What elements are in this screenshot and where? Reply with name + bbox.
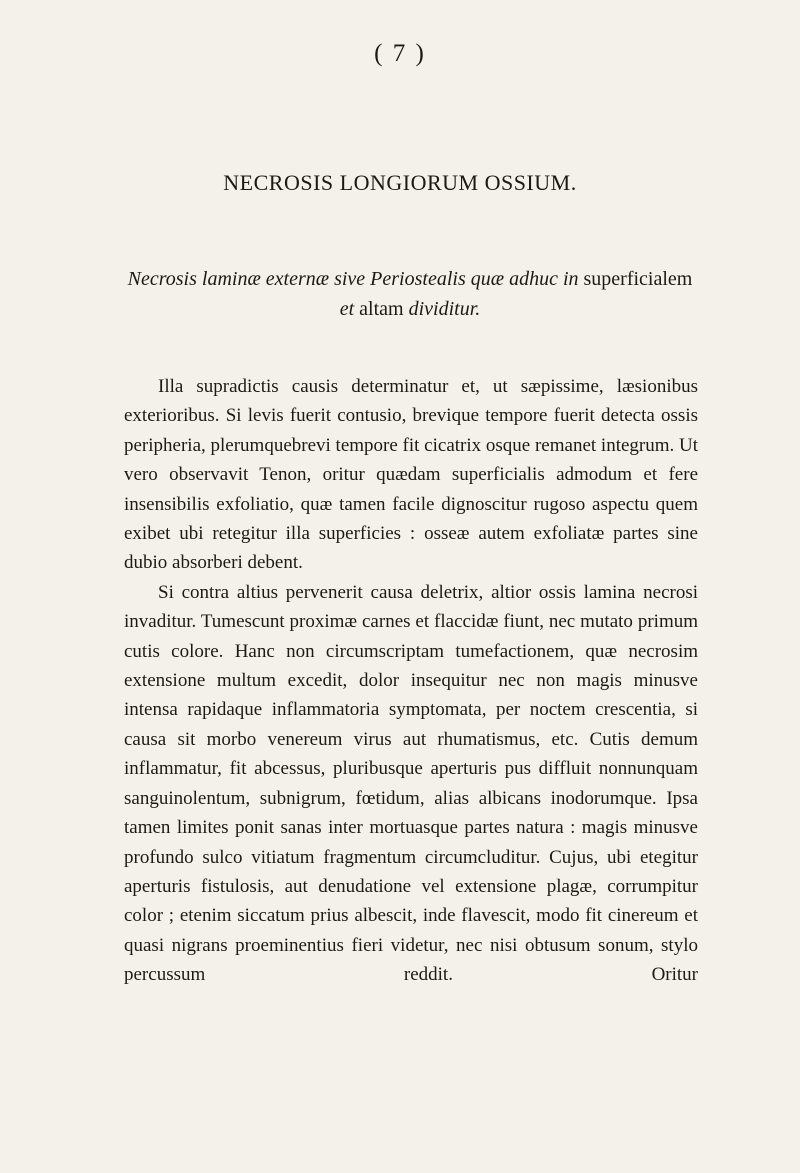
body-text [124, 372, 698, 990]
subtitle-italic-3: dividitur. [408, 298, 481, 320]
section-subtitle [60, 264, 760, 324]
paragraph: Illa supradictis causis determinatur et, ut sæpissime, læsionibus exterioribus. Si levis fuerit contusio, brevique tempore fuerit detecta ossis peripheria, plerumquebrevi tempore fit cicatrix osque remanet integrum. Ut vero observavit Tenon, oritur quædam superficialis admodum et fere insensibilis exfoliatio, quæ tamen facile dignoscitur rugoso aspectu quem exibet ubi retegitur illa superficies : osseæ autem exfoliatæ partes sine dubio absorberi debent. [124, 376, 699, 574]
subtitle-italic-2: et [339, 298, 355, 320]
subtitle-roman-2: altam [359, 298, 404, 320]
subtitle-italic-1: Necrosis laminæ externæ sive Periostealis quæ adhuc in [127, 268, 579, 290]
page-number: ( 7 ) [374, 40, 426, 67]
paragraph: Si contra altius pervenerit causa deletrix, altior ossis lamina necrosi invaditur. Tumescunt proximæ carnes et flaccidæ fiunt, nec mutato primum cutis colore. Hanc non circumscriptam tumefactionem, quæ necrosim extensione multum excedit, dolor insequitur nec non magis minusve intensa rapidaque inflammatoria symptomata, per noctem crescentia, si causa sit morbo venereum virus aut rhumatismus, etc. Cutis demum inflammatur, fit abcessus, pluribusque aperturis pus diffluit nonnunquam sanguinolentum, subnigrum, fœtidum, alias albicans inodorumque. Ipsa tamen limites ponit sanas inter mortuasque partes natura : magis minusve profundo sulco vitiatum fragmentum circumcluditur. Cujus, ubi etegitur aperturis fistulosis, aut denudatione vel extensione plagæ, corrumpitur color ; etenim siccatum prius albescit, inde flavescit, modo fit cinereum et quasi nigrans proeminentius fieri videtur, nec nisi obtusum sonum, stylo percussum reddit. Oritur [124, 581, 698, 986]
chapter-title: NECROSIS LONGIORUM OSSIUM. [223, 170, 577, 195]
subtitle-roman-1: superficialem [583, 268, 693, 290]
